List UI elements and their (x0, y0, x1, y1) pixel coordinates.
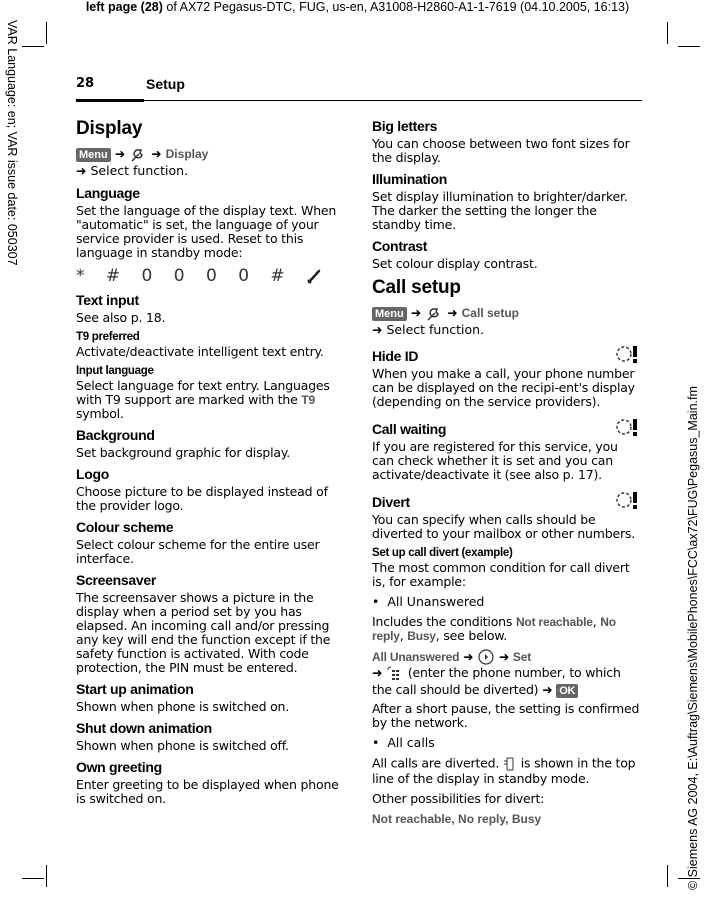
heading-logo: Logo (76, 465, 110, 482)
para-text-input: See also p. 18. (76, 309, 166, 325)
select-function-text: Select function. (90, 162, 189, 178)
section-title-display: Display (76, 118, 143, 139)
bullet-all-calls: • All calls (372, 734, 435, 750)
para-other: Other possibilities for divert: (372, 790, 545, 806)
select-function-text: Select function. (386, 321, 485, 337)
para-includes: Includes the conditions Not reachable, No reply, Busy, see below. (372, 613, 616, 643)
para-input-language: Select language for text entry. Languages with T9 support are marked with the T9 symbol. (76, 377, 330, 421)
network-icon (614, 344, 640, 364)
right-arrow-icon: ➜ (447, 305, 458, 320)
menu-key: Menu (76, 148, 111, 162)
keypad-icon (386, 666, 404, 682)
para-illumination: Set display illumination to brighter/darker. The darker the setting the longer the standby time. (372, 189, 628, 232)
header-bold: left page (28) (85, 0, 163, 14)
para-t9: Activate/deactivate intelligent text entry. (76, 343, 324, 359)
heading-t9: T9 preferred (76, 330, 140, 343)
right-arrow-icon: ➜ (542, 681, 553, 697)
crop-mark (22, 46, 44, 47)
header-rule (144, 100, 642, 101)
heading-screensaver: Screensaver (76, 571, 156, 588)
right-arrow-icon: ➜ (463, 648, 474, 664)
t9-symbol: T9 (301, 392, 315, 407)
right-arrow-icon: ➜ (114, 146, 126, 161)
para-call-waiting: If you are registered for this service, you can check whether it is set and you can activate/deactivate it (see also p. 17). (372, 438, 618, 482)
settings-icon (425, 306, 443, 322)
navigate-icon (477, 649, 495, 665)
heading-colour-scheme: Colour scheme (76, 518, 174, 535)
reset-code: * # 0 0 0 0 # (76, 266, 344, 286)
right-arrow-icon: ➜ (151, 146, 162, 161)
para-greeting: Enter greeting to be displayed when phone is switched on. (76, 776, 339, 806)
heading-call-waiting: Call waiting (372, 420, 447, 437)
para-contrast: Set colour display contrast. (372, 256, 538, 271)
para-hide-id: When you make a call, your phone number can be displayed on the recipi-ent's display (depending on the service providers). (372, 365, 635, 409)
para-startup: Shown when phone is switched on. (76, 698, 290, 714)
para-screensaver: The screensaver shows a picture in the display when a period set by you has elapsed. An incoming call and/or pressing any key will end the function except if the safety function is activated. With code protection, the PIN must be entered. (76, 589, 331, 675)
heading-big-letters: Big letters (372, 118, 438, 134)
heading-hide-id: Hide ID (372, 347, 419, 364)
heading-contrast: Contrast (372, 238, 428, 254)
nav-target: Display (165, 147, 209, 161)
left-column (76, 114, 344, 812)
para-language: Set the language of the display text. When "automatic" is set, the language of your service provider is used. Reset to this language in standby mode: (76, 202, 337, 260)
header-rest: of AX72 Pegasus-DTC, FUG, us-en, A31008-H2860-A1-1-7619 (04.10.2005, 16:13) (162, 0, 630, 14)
para-shutdown: Shown when phone is switched off. (76, 737, 289, 753)
left-margin-text: VAR Language: en; VAR issue date: 050307 (5, 20, 19, 266)
network-icon (614, 490, 640, 510)
heading-shutdown: Shut down animation (76, 719, 212, 736)
heading-setup-divert: Set up call divert (example) (372, 546, 513, 559)
nav-target: Call setup (461, 306, 519, 320)
crop-mark (678, 46, 700, 47)
print-header (0, 0, 715, 14)
para-background: Set background graphic for display. (76, 444, 291, 460)
para-all-calls: All calls are diverted. is shown in the top line of the display in standby mode. (372, 755, 636, 786)
para-logo: Choose picture to be displayed instead of the provider logo. (76, 483, 328, 513)
right-arrow-icon: ➜ (410, 305, 422, 320)
settings-icon (129, 147, 147, 163)
heading-input-language: Input language (76, 364, 154, 377)
para-big-letters: You can choose between two font sizes for the display. (372, 136, 630, 165)
heading-illumination: Illumination (372, 171, 447, 187)
right-column (372, 114, 640, 826)
heading-row-divert (372, 488, 640, 513)
crop-mark (667, 865, 668, 887)
divert-icon (503, 756, 517, 772)
right-arrow-icon: ➜ (498, 648, 510, 664)
page-number: 28 (76, 76, 95, 91)
heading-background: Background (76, 426, 155, 443)
menu-key: Menu (372, 307, 407, 321)
right-arrow-icon: ➜ (372, 665, 383, 680)
crop-mark (667, 22, 668, 44)
page-title: Setup (146, 76, 185, 92)
crop-mark (46, 22, 47, 44)
crop-mark (46, 865, 47, 887)
nav-path-divert: All Unanswered ➜ ➜ Set ➜ (enter the phone number, to which the call should be diverted) ➜ OK (372, 648, 621, 697)
heading-text-input: Text input (76, 291, 139, 308)
para-divert: You can specify when calls should be diverted to your mailbox or other numbers. (372, 511, 635, 541)
nav-path-call-setup (372, 305, 640, 338)
para-colour-scheme: Select colour scheme for the entire user interface. (76, 536, 320, 566)
heading-language: Language (76, 184, 140, 201)
network-icon (614, 417, 640, 437)
heading-row-hide-id (372, 342, 640, 367)
other-list: Not reachable, No reply, Busy (372, 811, 542, 826)
para-after: After a short pause, the setting is confirmed by the network. (372, 700, 640, 730)
right-arrow-icon: ➜ (372, 321, 383, 337)
bullet-all-unanswered: • All Unanswered (372, 593, 485, 609)
heading-divert: Divert (372, 493, 410, 510)
nav-path-display (76, 146, 344, 179)
heading-greeting: Own greeting (76, 758, 162, 775)
heading-startup: Start up animation (76, 680, 194, 697)
crop-mark (22, 878, 44, 879)
para-setup-divert: The most common condition for call divert is, for example: (372, 559, 630, 589)
call-icon (306, 268, 322, 284)
ok-key: OK (556, 684, 578, 698)
heading-row-call-waiting (372, 415, 640, 440)
right-arrow-icon: ➜ (76, 162, 87, 178)
header-rule-thick (76, 99, 144, 102)
section-title-call-setup: Call setup (372, 277, 461, 298)
